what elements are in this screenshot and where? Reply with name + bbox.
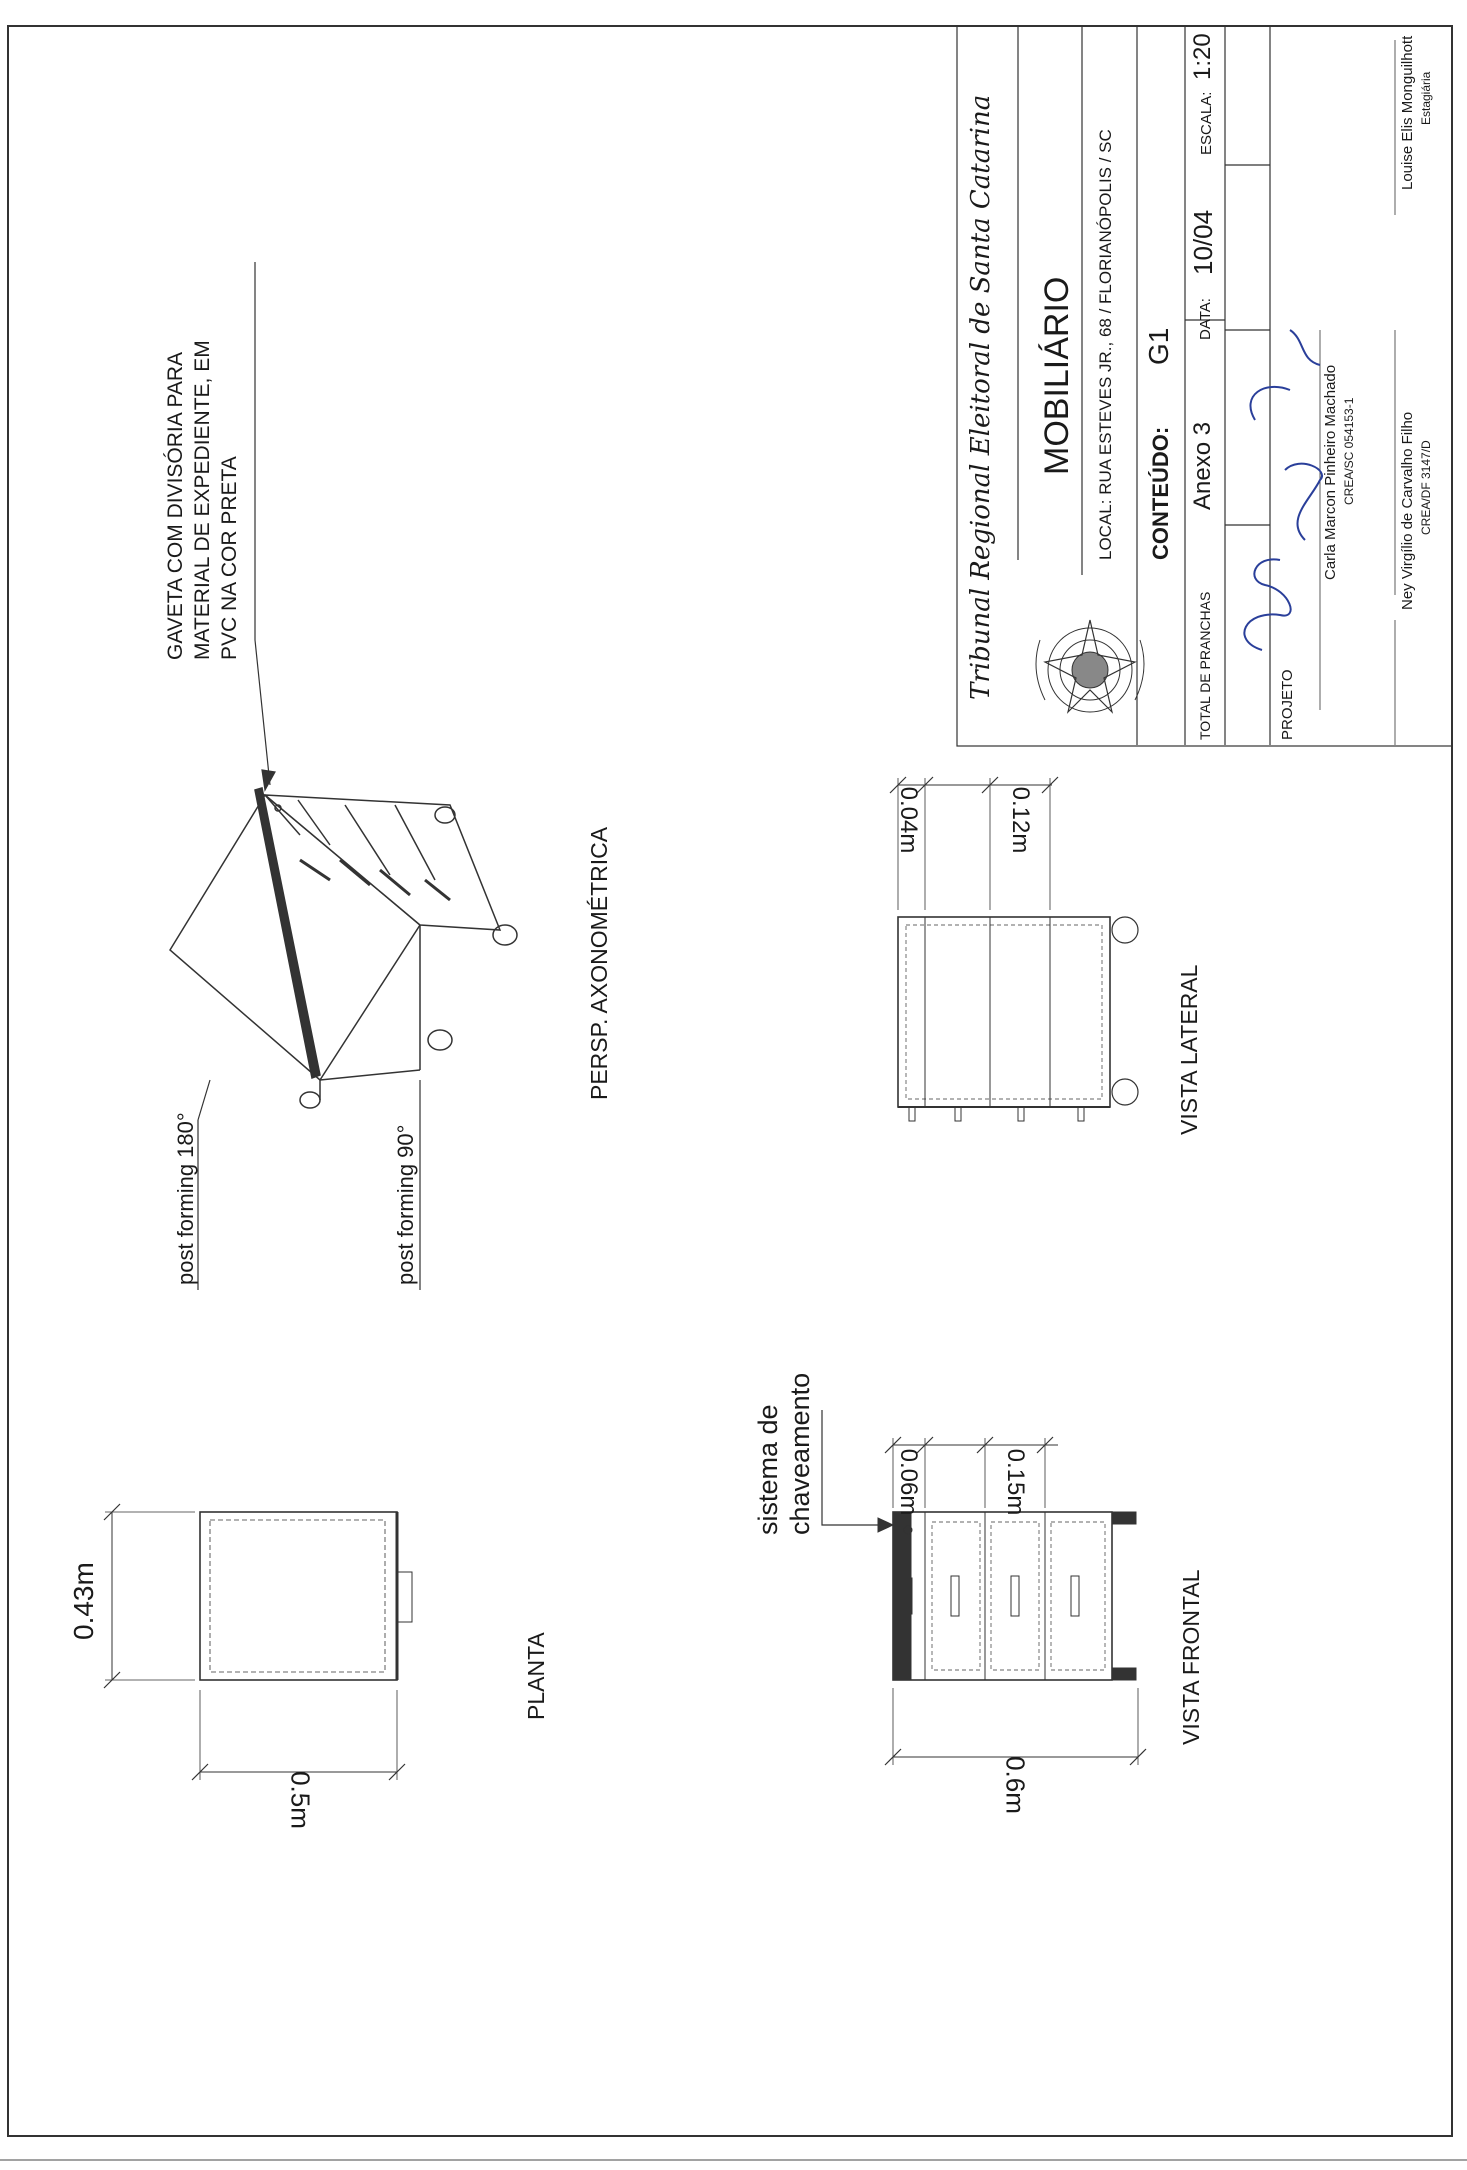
intern-name: Louise Elis Monguilhott <box>1399 35 1416 190</box>
scale-value: 1:20 <box>1189 33 1216 80</box>
drawer-note-line-1: GAVETA COM DIVISÓRIA PARA <box>164 351 187 660</box>
responsible-registration: CREA/DF 3147/D <box>1419 440 1433 535</box>
location: LOCAL: RUA ESTEVES JR., 68 / FLORIANÓPOLIS / SC <box>1096 129 1115 560</box>
post-forming-180-label: post forming 180° <box>173 1112 198 1285</box>
intern-role: Estagiária <box>1419 71 1433 125</box>
content-value: G1 <box>1143 327 1174 365</box>
front-width-dimension: 0.6m <box>1000 1756 1031 1814</box>
side-top-dimension: 0.04m <box>895 786 922 854</box>
side-view-label: VISTA LATERAL <box>1176 964 1202 1135</box>
scale-label: ESCALA: <box>1198 91 1215 155</box>
drawer-note-line-2: MATERIAL DE EXPEDIENTE, EM <box>191 340 214 660</box>
date-value: 10/04 <box>1188 209 1218 275</box>
plan-width-dimension: 0.5m <box>285 1771 316 1829</box>
plan-view <box>104 1504 412 1780</box>
lock-system-label-1: sistema de <box>753 1404 783 1535</box>
total-sheets-label: TOTAL DE PRANCHAS <box>1197 591 1213 740</box>
drawer-note-line-3: PVC NA COR PRETA <box>218 456 241 660</box>
signature <box>1244 330 1322 650</box>
front-drawer-dimension: 0.15m <box>1002 1448 1029 1516</box>
responsible-name: Ney Virgílio de Carvalho Filho <box>1399 411 1416 610</box>
front-view-label: VISTA FRONTAL <box>1178 1569 1204 1745</box>
author-registration: CREA/SC 054153-1 <box>1342 397 1356 505</box>
project-label: PROJETO <box>1279 669 1296 740</box>
date-label: DATA: <box>1197 298 1214 340</box>
content-label: CONTEÚDO: <box>1148 426 1173 560</box>
post-forming-90-label: post forming 90° <box>393 1124 418 1285</box>
axonometric-view-label: PERSP. AXONOMÉTRICA <box>586 826 612 1100</box>
sheet-border <box>8 26 1452 2136</box>
plan-view-label: PLANTA <box>523 1632 549 1720</box>
project-title: MOBILIÁRIO <box>1038 276 1076 475</box>
institution-name: Tribunal Regional Eleitoral de Santa Catarina <box>966 94 996 700</box>
plan-depth-dimension: 0.43m <box>68 1562 99 1640</box>
front-top-dimension: 0.06m <box>895 1448 922 1516</box>
side-drawer-dimension: 0.12m <box>1007 786 1034 854</box>
annex: Anexo 3 <box>1189 421 1216 510</box>
post-forming-leaders <box>198 1080 420 1290</box>
coat-of-arms-logo <box>1036 620 1144 712</box>
lock-system-label-2: chaveamento <box>785 1372 815 1535</box>
author-name: Carla Marcon Pinheiro Machado <box>1322 364 1339 580</box>
drawer-note-leader <box>255 262 275 790</box>
axonometric-cabinet <box>170 788 517 1108</box>
front-view <box>822 1410 1146 1765</box>
